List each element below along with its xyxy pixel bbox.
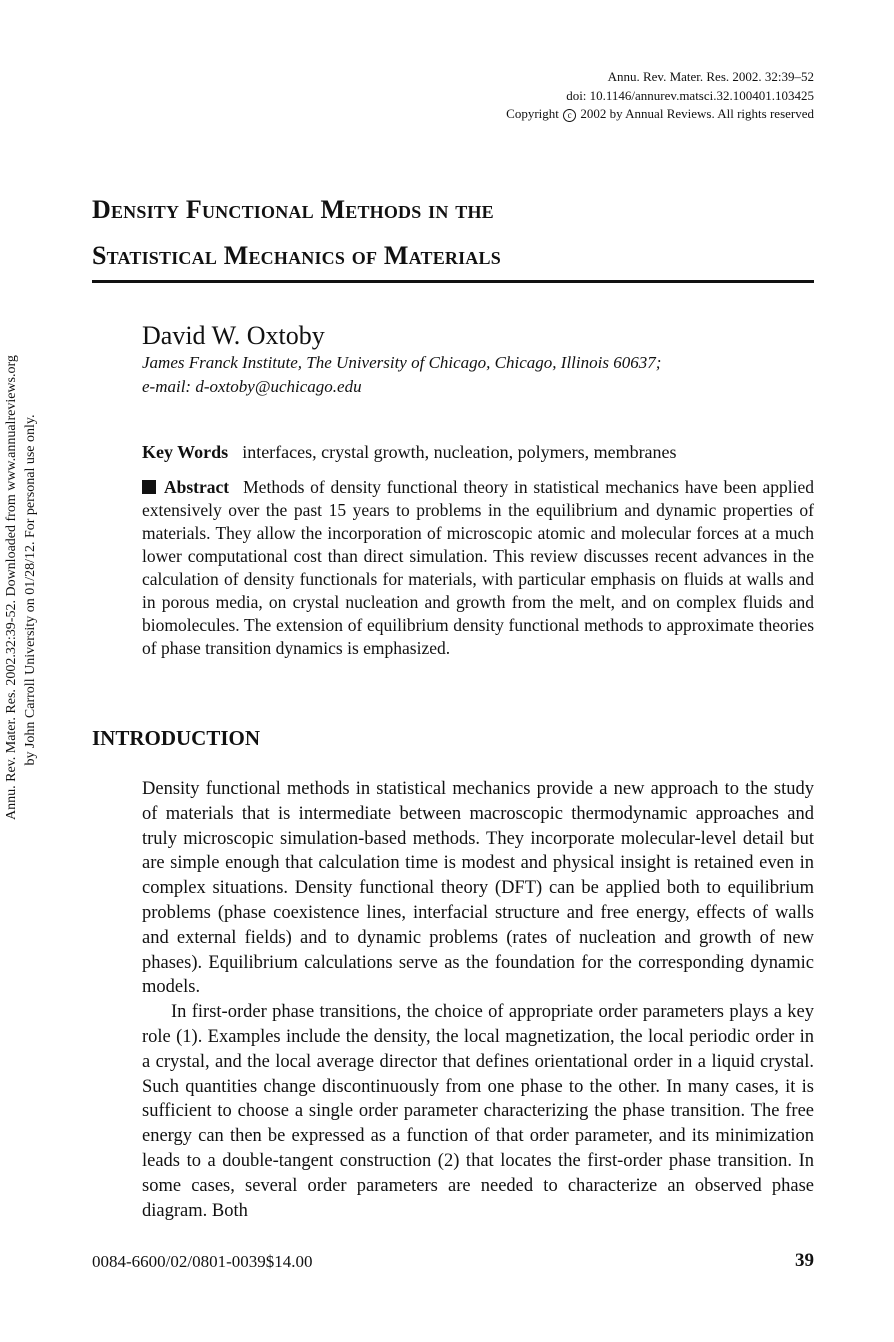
copyright-prefix: Copyright bbox=[506, 106, 559, 121]
author-email[interactable]: e-mail: d-oxtoby@uchicago.edu bbox=[142, 377, 362, 396]
copyright-icon: c bbox=[563, 109, 576, 122]
side-note-line-2: by John Carroll University on 01/28/12. For personal use only. bbox=[23, 414, 38, 766]
abstract-label: Abstract bbox=[164, 477, 230, 497]
side-note-line-1: Annu. Rev. Mater. Res. 2002.32:39-52. Downloaded from www.annualreviews.org bbox=[4, 355, 19, 820]
abstract-text: Methods of density functional theory in statistical mechanics have been applied extensively over the past 15 years to problems in the equilibrium and dynamic properties of materials. They allow the incorporation of microscopic atomic and molecular forces at a much lower computational cost than direct simulation. This review discusses recent advances in the calculation of density functionals for materials, with particular emphasis on fluids at walls and in porous media, on crystal nucleation and growth from the melt, and on complex fluids and biomolecules. The extension of equilibrium density functional methods to approximate theories of phase transition dynamics is emphasized. bbox=[142, 477, 814, 658]
download-side-note bbox=[2, 355, 40, 820]
keywords bbox=[142, 440, 814, 464]
copyright-suffix: 2002 by Annual Reviews. All rights reserved bbox=[580, 106, 814, 121]
doi-link[interactable]: doi: 10.1146/annurev.matsci.32.100401.103425 bbox=[566, 87, 814, 103]
title-line-2: Statistical Mechanics of Materials bbox=[92, 241, 501, 270]
author-affiliation: James Franck Institute, The University of Chicago, Chicago, Illinois 60637; bbox=[142, 353, 662, 372]
section-heading: INTRODUCTION bbox=[92, 726, 261, 750]
title-divider bbox=[92, 280, 814, 283]
keywords-text: interfaces, crystal growth, nucleation, polymers, membranes bbox=[242, 442, 677, 462]
title-line-1: Density Functional Methods in the bbox=[92, 195, 494, 224]
page-number: 39 bbox=[795, 1250, 814, 1271]
copyright-line bbox=[506, 105, 814, 124]
body-paragraph-2: In first-order phase transitions, the choice of appropriate order parameters plays a key role (1). Examples include the density, the local magnetization, the local periodic order in a crystal, and the local average director that defines orientational order in a liquid crystal. Such quantities change discontinuously from one phase to the other. In many cases, it is sufficient to choose a single order parameter characterizing the phase transition. The free energy can then be expressed as a function of that order parameter, and its minimization leads to a double-tangent construction (2) that locates the first-order phase transition. In some cases, several order parameters are needed to characterize an observed phase diagram. Both bbox=[142, 1002, 814, 1221]
author-affiliation-block bbox=[142, 351, 661, 399]
journal-header bbox=[506, 68, 814, 124]
body-paragraph-1: Density functional methods in statistical mechanics provide a new approach to the study of materials that is intermediate between macroscopic thermodynamic approaches and truly microscopic simulation-based methods. They incorporate molecular-level detail but are simple enough that calculation time is modest and physical insight is retained even in complex situations. Density functional theory (DFT) can be applied both to equilibrium problems (phase coexistence lines, interfacial structure and free energy, effects of walls and external fields) and to dynamic problems (rates of nucleation and growth of new phases). Equilibrium calculations serve as the foundation for the corresponding dynamic models. bbox=[142, 779, 814, 998]
author-name: David W. Oxtoby bbox=[142, 321, 325, 350]
body-text bbox=[142, 777, 814, 1223]
abstract bbox=[142, 476, 814, 660]
keywords-label: Key Words bbox=[142, 442, 229, 462]
square-bullet-icon bbox=[142, 480, 156, 494]
footer-code: 0084-6600/02/0801-0039$14.00 bbox=[92, 1252, 313, 1271]
journal-citation: Annu. Rev. Mater. Res. 2002. 32:39–52 bbox=[607, 69, 814, 84]
paper-title bbox=[92, 187, 816, 279]
